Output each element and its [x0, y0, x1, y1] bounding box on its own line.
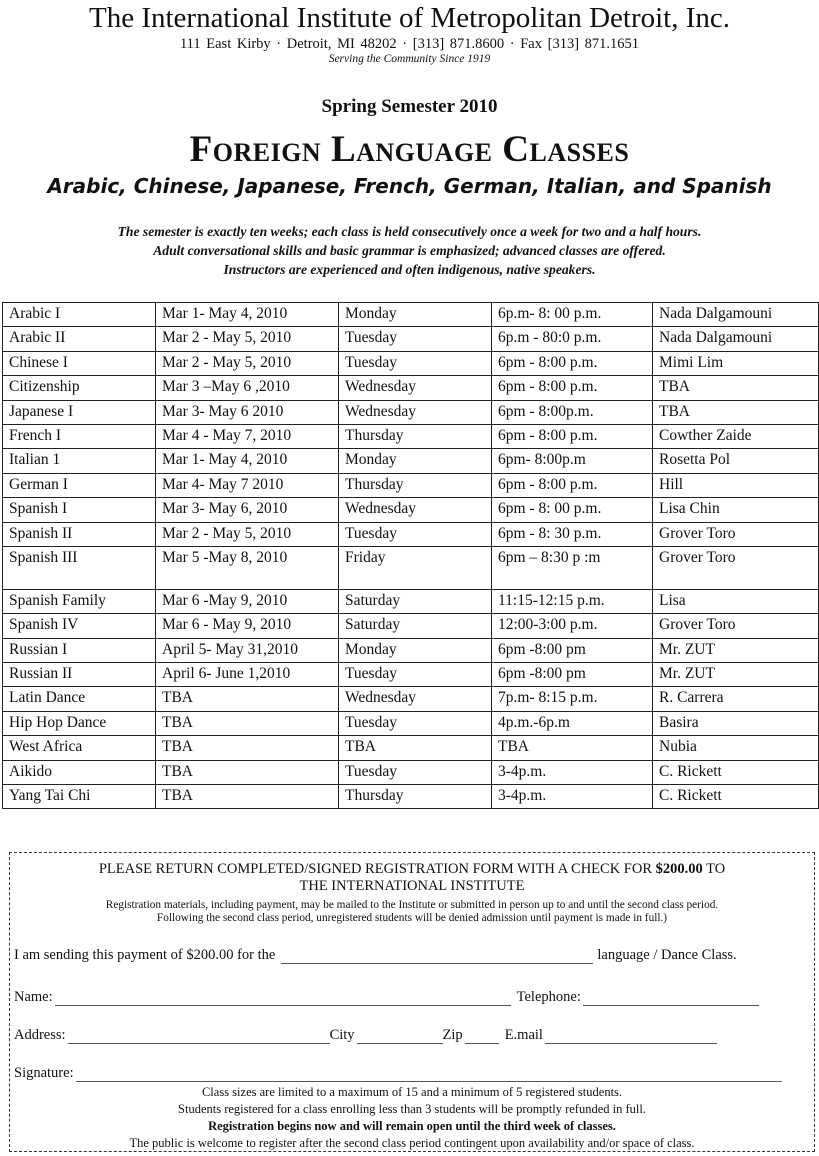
- form-instruction: [10, 861, 814, 895]
- address-label: Address:: [14, 1027, 66, 1043]
- class-day-cell: Tuesday: [339, 522, 492, 546]
- telephone-field[interactable]: [583, 991, 759, 1006]
- class-time-cell: 11:15-12:15 p.m.: [492, 589, 653, 613]
- table-row: [3, 736, 819, 760]
- class-instructor-cell: Nubia: [653, 736, 819, 760]
- class-day-cell: Wednesday: [339, 687, 492, 711]
- class-dates-cell: Mar 2 - May 5, 2010: [156, 351, 339, 375]
- form-instruction-line: [10, 861, 814, 878]
- class-day-cell: Tuesday: [339, 760, 492, 784]
- class-name-cell: Spanish Family: [3, 589, 156, 613]
- class-dates-cell: April 5- May 31,2010: [156, 638, 339, 662]
- name-row: [14, 989, 759, 1006]
- city-label: City: [329, 1027, 355, 1043]
- class-dates-cell: Mar 2 - May 5, 2010: [156, 327, 339, 351]
- table-row: [3, 449, 819, 473]
- instruction-text: PLEASE RETURN COMPLETED/SIGNED REGISTRATION FORM WITH A CHECK FOR: [98, 861, 656, 877]
- class-name-cell: Russian I: [3, 638, 156, 662]
- class-dates-cell: Mar 1- May 4, 2010: [156, 449, 339, 473]
- class-instructor-cell: Lisa Chin: [653, 498, 819, 522]
- class-time-cell: 6pm -8:00 pm: [492, 638, 653, 662]
- class-time-cell: 6pm - 8:00 p.m.: [492, 473, 653, 497]
- zip-label: Zip: [442, 1027, 463, 1043]
- table-row: [3, 376, 819, 400]
- class-instructor-cell: Grover Toro: [653, 614, 819, 638]
- signature-row: [14, 1065, 782, 1082]
- registration-rules: [10, 1084, 814, 1152]
- class-name-cell: West Africa: [3, 736, 156, 760]
- class-name-cell: Russian II: [3, 663, 156, 687]
- class-time-cell: 7p.m- 8:15 p.m.: [492, 687, 653, 711]
- class-dates-cell: Mar 2 - May 5, 2010: [156, 522, 339, 546]
- class-name-cell: Arabic I: [3, 303, 156, 327]
- table-row: [3, 711, 819, 735]
- form-note: Following the second class period, unregistered students will be denied admission until payment is made in full.): [156, 912, 668, 924]
- zip-field[interactable]: [465, 1029, 499, 1044]
- class-day-cell: Wednesday: [339, 400, 492, 424]
- class-instructor-cell: Hill: [653, 473, 819, 497]
- class-name-cell: Italian 1: [3, 449, 156, 473]
- class-name-cell: Yang Tai Chi: [3, 785, 156, 809]
- payment-row: [14, 947, 737, 964]
- telephone-label: Telephone:: [516, 989, 581, 1005]
- class-name-cell: Chinese I: [3, 351, 156, 375]
- class-time-cell: 6pm- 8:00p.m: [492, 449, 653, 473]
- class-instructor-cell: Nada Dalgamouni: [653, 327, 819, 351]
- table-row: [3, 424, 819, 448]
- table-row: [3, 785, 819, 809]
- course-description: [0, 222, 819, 279]
- table-row: [3, 473, 819, 497]
- class-name-cell: Japanese I: [3, 400, 156, 424]
- class-dates-cell: Mar 3- May 6 2010: [156, 400, 339, 424]
- signature-label: Signature:: [14, 1065, 74, 1081]
- page-title: Foreign Language Classes: [189, 129, 630, 170]
- city-field[interactable]: [357, 1029, 443, 1044]
- payment-label: I am sending this payment of $200.00 for the: [14, 947, 276, 963]
- class-instructor-cell: Lisa: [653, 589, 819, 613]
- class-day-cell: TBA: [339, 736, 492, 760]
- table-row: [3, 351, 819, 375]
- class-instructor-cell: Mimi Lim: [653, 351, 819, 375]
- class-dates-cell: Mar 4 - May 7, 2010: [156, 424, 339, 448]
- table-row: [3, 400, 819, 424]
- class-dates-cell: Mar 3 –May 6 ,2010: [156, 376, 339, 400]
- class-time-cell: 6p.m - 80:0 p.m.: [492, 327, 653, 351]
- description-line: The semester is exactly ten weeks; each class is held consecutively once a week for two and a half hours.: [117, 224, 702, 239]
- payment-suffix: language / Dance Class.: [597, 947, 737, 963]
- class-name-cell: Arabic II: [3, 327, 156, 351]
- class-instructor-cell: Mr. ZUT: [653, 663, 819, 687]
- rule-line: Class sizes are limited to a maximum of 15 and a minimum of 5 registered students.: [201, 1085, 623, 1099]
- class-name-cell: German I: [3, 473, 156, 497]
- signature-field[interactable]: [76, 1067, 782, 1082]
- class-instructor-cell: Mr. ZUT: [653, 638, 819, 662]
- class-dates-cell: Mar 3- May 6, 2010: [156, 498, 339, 522]
- class-name-cell: Spanish IV: [3, 614, 156, 638]
- class-time-cell: 12:00-3:00 p.m.: [492, 614, 653, 638]
- class-day-cell: Thursday: [339, 785, 492, 809]
- class-schedule-body: [3, 303, 819, 809]
- rule-line-bold: Registration begins now and will remain open until the third week of classes.: [208, 1119, 616, 1133]
- class-dates-cell: TBA: [156, 736, 339, 760]
- class-time-cell: 6pm - 8: 00 p.m.: [492, 498, 653, 522]
- class-time-cell: TBA: [492, 736, 653, 760]
- class-day-cell: Monday: [339, 638, 492, 662]
- class-day-cell: Monday: [339, 303, 492, 327]
- class-instructor-cell: Rosetta Pol: [653, 449, 819, 473]
- class-time-cell: 6pm - 8:00p.m.: [492, 400, 653, 424]
- semester-heading: Spring Semester 2010: [321, 96, 498, 117]
- class-day-cell: Tuesday: [339, 351, 492, 375]
- table-row: [3, 522, 819, 546]
- rule-line: The public is welcome to register after the second class period contingent upon availability and/or space of class.: [129, 1136, 695, 1150]
- languages-subtitle: Arabic, Chinese, Japanese, French, German, Italian, and Spanish: [47, 174, 772, 198]
- table-row: [3, 546, 819, 589]
- class-name-cell: Aikido: [3, 760, 156, 784]
- class-name-cell: Spanish III: [3, 546, 156, 589]
- class-day-cell: Tuesday: [339, 711, 492, 735]
- class-dates-cell: Mar 6 - May 9, 2010: [156, 614, 339, 638]
- table-row: [3, 303, 819, 327]
- email-field[interactable]: [545, 1029, 717, 1044]
- instruction-text-end: TO: [702, 861, 726, 877]
- class-time-cell: 6p.m- 8: 00 p.m.: [492, 303, 653, 327]
- class-time-cell: 6pm - 8:00 p.m.: [492, 376, 653, 400]
- class-dates-cell: April 6- June 1,2010: [156, 663, 339, 687]
- class-day-cell: Wednesday: [339, 498, 492, 522]
- class-dates-cell: Mar 1- May 4, 2010: [156, 303, 339, 327]
- class-instructor-cell: Cowther Zaide: [653, 424, 819, 448]
- class-day-cell: Monday: [339, 449, 492, 473]
- description-line: Instructors are experienced and often indigenous, native speakers.: [223, 262, 596, 277]
- class-time-cell: 6pm - 8:00 p.m.: [492, 351, 653, 375]
- name-label: Name:: [14, 989, 53, 1005]
- class-name-cell: Spanish I: [3, 498, 156, 522]
- table-row: [3, 687, 819, 711]
- organization-name: The International Institute of Metropolitan Detroit, Inc.: [88, 2, 731, 34]
- class-dates-cell: TBA: [156, 687, 339, 711]
- class-name-cell: Hip Hop Dance: [3, 711, 156, 735]
- class-dates-cell: Mar 6 -May 9, 2010: [156, 589, 339, 613]
- class-name-cell: Spanish II: [3, 522, 156, 546]
- registration-fee: $200.00: [655, 861, 703, 877]
- class-time-cell: 4p.m.-6p.m: [492, 711, 653, 735]
- class-time-cell: 6pm – 8:30 p :m: [492, 546, 653, 589]
- rule-line: Students registered for a class enrolling less than 3 students will be promptly refunded in full.: [178, 1102, 646, 1116]
- class-time-cell: 6pm - 8:00 p.m.: [492, 424, 653, 448]
- table-row: [3, 760, 819, 784]
- table-row: [3, 327, 819, 351]
- class-dates-cell: TBA: [156, 760, 339, 784]
- class-instructor-cell: Grover Toro: [653, 522, 819, 546]
- class-schedule-table: [2, 302, 819, 809]
- class-instructor-cell: Basira: [653, 711, 819, 735]
- address-field[interactable]: [68, 1029, 330, 1044]
- class-day-cell: Thursday: [339, 424, 492, 448]
- table-row: [3, 638, 819, 662]
- form-notes: [10, 899, 814, 925]
- class-name-field[interactable]: [281, 949, 593, 964]
- class-time-cell: 6pm - 8: 30 p.m.: [492, 522, 653, 546]
- registration-form: [9, 852, 815, 1152]
- class-day-cell: Tuesday: [339, 327, 492, 351]
- class-instructor-cell: R. Carrera: [653, 687, 819, 711]
- class-dates-cell: Mar 5 -May 8, 2010: [156, 546, 339, 589]
- class-name-cell: Citizenship: [3, 376, 156, 400]
- table-row: [3, 589, 819, 613]
- class-time-cell: 3-4p.m.: [492, 760, 653, 784]
- class-name-cell: Latin Dance: [3, 687, 156, 711]
- class-instructor-cell: C. Rickett: [653, 760, 819, 784]
- class-name-cell: French I: [3, 424, 156, 448]
- class-dates-cell: Mar 4- May 7 2010: [156, 473, 339, 497]
- form-note: Registration materials, including payment, may be mailed to the Institute or submitted in person up to and until the second class period.: [105, 899, 719, 911]
- class-instructor-cell: TBA: [653, 400, 819, 424]
- organization-address: 111 East Kirby · Detroit, MI 48202 · [313] 871.8600 · Fax [313] 871.1651: [179, 36, 640, 52]
- class-day-cell: Tuesday: [339, 663, 492, 687]
- institute-name-line: THE INTERNATIONAL INSTITUTE: [299, 878, 525, 894]
- organization-tagline: Serving the Community Since 1919: [328, 53, 491, 65]
- class-instructor-cell: Nada Dalgamouni: [653, 303, 819, 327]
- class-day-cell: Wednesday: [339, 376, 492, 400]
- class-dates-cell: TBA: [156, 785, 339, 809]
- table-row: [3, 663, 819, 687]
- class-instructor-cell: TBA: [653, 376, 819, 400]
- address-row: [14, 1027, 717, 1044]
- name-field[interactable]: [55, 991, 511, 1006]
- class-dates-cell: TBA: [156, 711, 339, 735]
- class-time-cell: 3-4p.m.: [492, 785, 653, 809]
- class-day-cell: Thursday: [339, 473, 492, 497]
- email-label: E.mail: [504, 1027, 543, 1043]
- class-day-cell: Saturday: [339, 614, 492, 638]
- table-row: [3, 498, 819, 522]
- class-time-cell: 6pm -8:00 pm: [492, 663, 653, 687]
- table-row: [3, 614, 819, 638]
- class-instructor-cell: Grover Toro: [653, 546, 819, 589]
- class-day-cell: Saturday: [339, 589, 492, 613]
- description-line: Adult conversational skills and basic grammar is emphasized; advanced classes are offered.: [153, 243, 666, 258]
- class-day-cell: Friday: [339, 546, 492, 589]
- class-instructor-cell: C. Rickett: [653, 785, 819, 809]
